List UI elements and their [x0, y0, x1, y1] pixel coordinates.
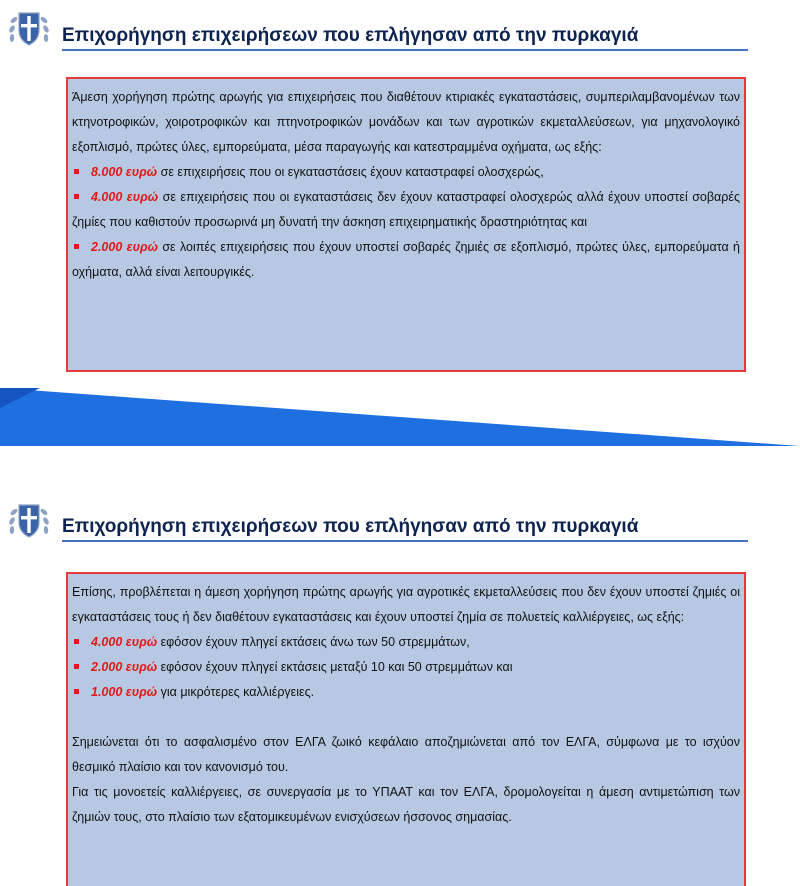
bullet-text: σε επιχειρήσεις που οι εγκαταστάσεις δεν έχουν καταστραφεί ολοσχερώς αλλά έχουν υποστεί σοβαρές ζημίες που καθιστούν προσωρινά μη δυνατή την άσκηση επιχειρηματικής δραστηριότητας και	[72, 190, 740, 229]
amount: 4.000 ευρώ	[91, 635, 158, 649]
bullet-text: εφόσον έχουν πληγεί εκτάσεις μεταξύ 10 και 50 στρεμμάτων και	[157, 660, 513, 674]
red-square-bullet-icon	[74, 639, 79, 644]
list-item	[72, 680, 740, 705]
slide-2-note-elga: Σημειώνεται ότι το ασφαλισμένο στον ΕΛΓΑ ζωικό κεφάλαιο αποζημιώνεται από τον ΕΛΓΑ, σύμφωνα με το ισχύον θεσμικό πλαίσιο και τον κανονισμό του.	[72, 735, 740, 774]
greek-emblem-icon	[4, 494, 54, 544]
bullet-text: σε λοιπές επιχειρήσεις που έχουν υποστεί σοβαρές ζημιές σε εξοπλισμό, πρώτες ύλες, εμπορεύματα ή οχήματα, αλλά είναι λειτουργικές.	[72, 240, 740, 279]
red-square-bullet-icon	[74, 169, 79, 174]
bullet-text: σε επιχειρήσεις που οι εγκαταστάσεις έχουν καταστραφεί ολοσχερώς,	[157, 165, 544, 179]
amount: 8.000 ευρώ	[91, 165, 158, 179]
slide-2-note-annual-crops: Για τις μονοετείς καλλιέργειες, σε συνεργασία με το ΥΠΑΑΤ και τον ΕΛΓΑ, δρομολογείται η άμεση αντιμετώπιση των ζημιών τους, στο πλαίσιο των εξατομικευμένων ενισχύσεων ήσσονος σημασίας.	[72, 785, 740, 824]
red-square-bullet-icon	[74, 194, 79, 199]
title-underline	[62, 49, 748, 51]
red-square-bullet-icon	[74, 689, 79, 694]
title-underline	[62, 540, 748, 542]
slide-2-content-box	[66, 572, 746, 886]
slide-2-title: Επιχορήγηση επιχειρήσεων που επλήγησαν από την πυρκαγιά	[62, 516, 639, 537]
slide-1-title: Επιχορήγηση επιχειρήσεων που επλήγησαν από την πυρκαγιά	[62, 25, 639, 46]
amount: 2.000 ευρώ	[91, 660, 158, 674]
slide-1-content-box	[66, 77, 746, 372]
slide-2-intro: Επίσης, προβλέπεται η άμεση χορήγηση πρώτης αρωγής για αγροτικές εκμεταλλεύσεις που δεν έχουν υποστεί ζημιές οι εγκαταστάσεις τους ή δεν διαθέτουν εγκαταστάσεις και έχουν υποστεί ζημία σε πολυετείς καλλιέργειες, ως εξής:	[72, 585, 740, 624]
red-square-bullet-icon	[74, 244, 79, 249]
amount: 1.000 ευρώ	[91, 685, 158, 699]
slide-1-intro: Άμεση χορήγηση πρώτης αρωγής για επιχειρήσεις που διαθέτουν κτιριακές εγκαταστάσεις, συμπεριλαμβανομένων των κτηνοτροφικών, χοιροτροφικών και πτηνοτροφικών μονάδων και των αγροτικών εκμεταλλεύσεων, για μηχανολογικό εξοπλισμό, πρώτες ύλες, εμπορεύματα, μέσα παραγωγής και κατεστραμμένα οχήματα, ως εξής:	[72, 90, 740, 154]
list-item	[72, 655, 740, 680]
list-item	[72, 160, 740, 185]
red-square-bullet-icon	[74, 664, 79, 669]
amount: 2.000 ευρώ	[91, 240, 158, 254]
greek-emblem-icon	[4, 2, 54, 52]
slide-2	[0, 484, 800, 886]
spacer	[72, 705, 740, 730]
slide-footer-band	[0, 388, 800, 450]
list-item	[72, 630, 740, 655]
list-item	[72, 235, 740, 285]
bullet-text: για μικρότερες καλλιέργειες.	[157, 685, 315, 699]
list-item	[72, 185, 740, 235]
amount: 4.000 ευρώ	[91, 190, 159, 204]
bullet-text: εφόσον έχουν πληγεί εκτάσεις άνω των 50 στρεμμάτων,	[157, 635, 470, 649]
